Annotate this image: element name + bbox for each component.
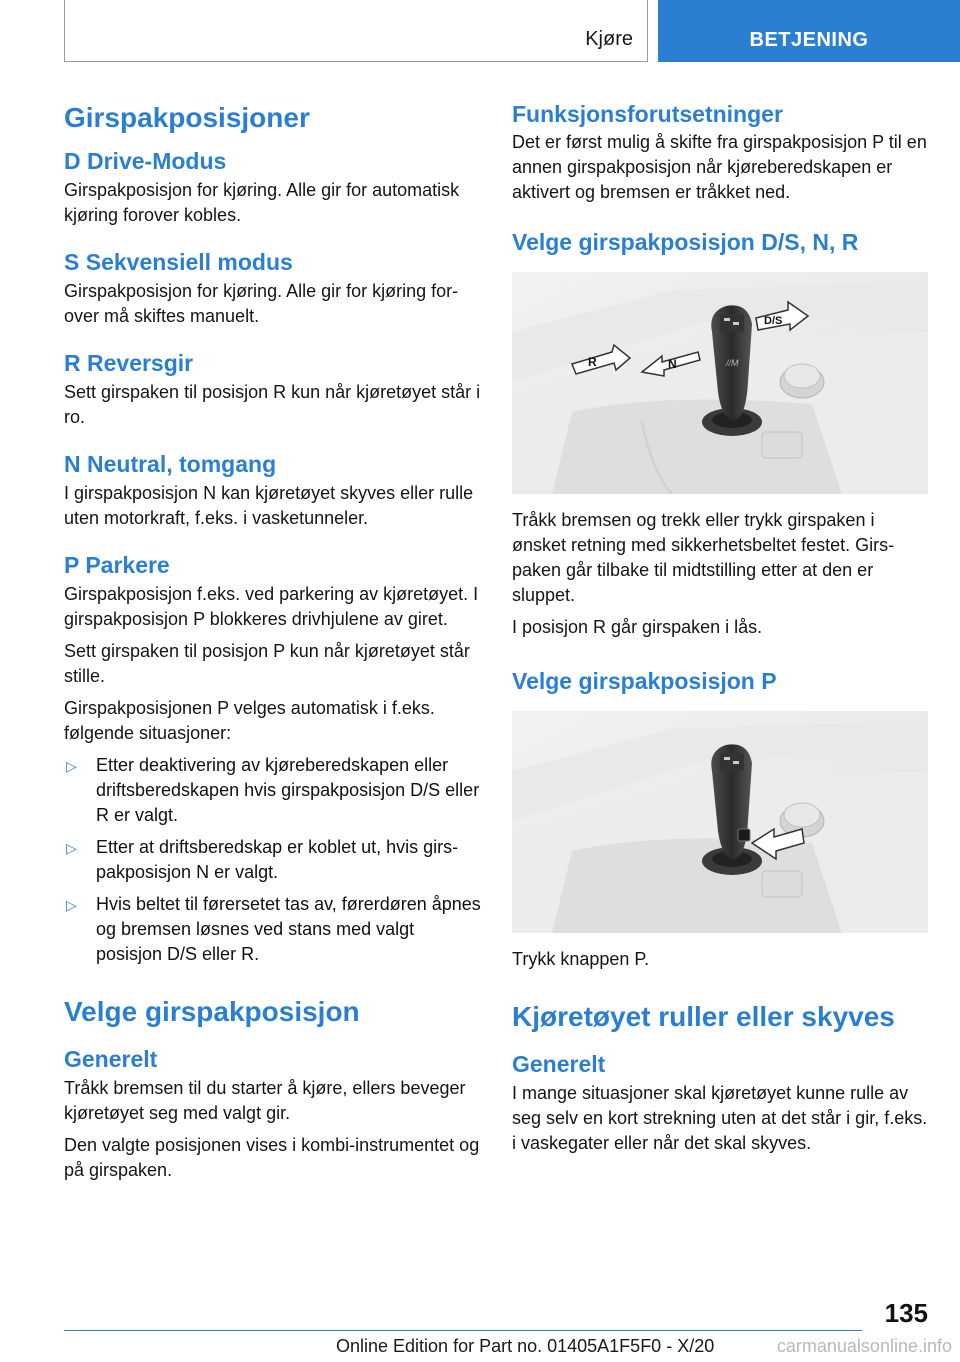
edition-note: Online Edition for Part no. 01405A1F5F0 - X/20 — [336, 1336, 715, 1356]
chapter-label: Kjøre — [585, 28, 633, 50]
auto-p-situations-list — [64, 753, 482, 967]
svg-text://M: //M — [726, 358, 739, 368]
header-chapter-box — [64, 0, 648, 62]
dsnr-text-1: Tråkk bremsen og trekk eller trykk girspaken i ønsket retning med sikkerhetsbeltet festet. Girspaken går tilbake til midtstilling etter at den er sluppet. — [512, 510, 895, 605]
triangle-bullet-icon: ▷ — [66, 758, 77, 774]
figure-label-r: R — [588, 355, 597, 369]
mode-heading-n: N Neutral, tomgang — [64, 451, 277, 477]
mode-heading-p: P Parkere — [64, 552, 170, 578]
list-item: ▷ Etter deaktivering av kjøreberedskapen eller driftsberedskapen hvis girspakposisjon D/S eller R er valgt. — [66, 755, 480, 825]
figure-label-n: N — [668, 357, 677, 371]
left-column — [64, 98, 482, 1190]
watermark: carmanualsonline.info — [776, 1336, 952, 1356]
mode-text-p-2: Sett girspaken til posisjon P kun når kjøretøyet står stille. — [64, 641, 470, 686]
p-heading: Velge girspakposisjon P — [512, 668, 777, 694]
mode-heading-d: D Drive-Modus — [64, 148, 227, 174]
func-heading: Funksjonsforutsetninger — [512, 101, 783, 127]
list-item: ▷ Hvis beltet til førersetet tas av, førerdøren åpnes og bremsen løsnes ved stans med valgt posisjon D/S eller R. — [66, 894, 481, 964]
section-label: BETJENING — [749, 29, 869, 51]
page-title: Girspakposisjoner — [64, 102, 310, 133]
triangle-bullet-icon: ▷ — [66, 897, 77, 913]
header-section-tab — [658, 0, 960, 62]
mode-text-s: Girspakposisjon for kjøring. Alle gir for kjøring forover må skiftes manuelt. — [64, 281, 459, 326]
dsnr-heading: Velge girspakposisjon D/S, N, R — [512, 229, 859, 255]
mode-text-p-1: Girspakposisjon f.eks. ved parkering av kjøretøyet. I girspakposisjon P blokkeres drivhjulene av giret. — [64, 584, 479, 629]
gear-selector-p-button-illustration — [512, 711, 928, 933]
func-text: Det er først mulig å skifte fra girspakposisjon P til en annen girspakposisjon når kjøreberedskapen er aktivert og bremsen er tråkket ned. — [512, 132, 927, 202]
mode-text-d: Girspakposisjon for kjøring. Alle gir for automatisk kjøring forover kobles. — [64, 180, 460, 225]
mode-text-p-3: Girspakposisjonen P velges automatisk i f.eks. følgende situasjoner: — [64, 698, 435, 743]
roll-text: I mange situasjoner skal kjøretøyet kunne rulle av seg selv en kort strekning uten at det står i gir, f.eks. i vaskegater eller når det skal skyves. — [512, 1083, 928, 1153]
mode-text-n: I girspakposisjon N kan kjøretøyet skyves eller rulle uten motorkraft, f.eks. i vasketunneler. — [64, 483, 474, 528]
footer-divider — [64, 1330, 862, 1331]
figure-label-ds: D/S — [764, 315, 783, 327]
roll-subheading: Generelt — [512, 1051, 606, 1077]
roll-title: Kjøretøyet ruller eller skyves — [512, 1001, 895, 1032]
dsnr-text-2: I posisjon R går girspaken i lås. — [512, 617, 763, 637]
general-text-2: Den valgte posisjonen vises i kombi-instrumentet og på girspaken. — [64, 1135, 480, 1180]
page-number: 135 — [884, 1298, 928, 1328]
mode-heading-s: S Sekvensiell modus — [64, 249, 293, 275]
mode-heading-r: R Reversgir — [64, 350, 194, 376]
general-text-1: Tråkk bremsen til du starter å kjøre, ellers beveger kjøretøyet seg med valgt gir. — [64, 1078, 466, 1123]
p-text: Trykk knappen P. — [512, 949, 650, 969]
list-item: ▷ Etter at driftsberedskap er koblet ut, hvis girspakposisjon N er valgt. — [66, 837, 459, 882]
general-heading: Generelt — [64, 1046, 158, 1072]
mode-text-r: Sett girspaken til posisjon R kun når kjøretøyet står i ro. — [64, 382, 481, 427]
gear-selector-dsnr-illustration — [512, 272, 928, 494]
triangle-bullet-icon: ▷ — [66, 840, 77, 856]
right-column — [512, 98, 932, 1163]
select-section-title: Velge girspakposisjon — [64, 996, 360, 1027]
